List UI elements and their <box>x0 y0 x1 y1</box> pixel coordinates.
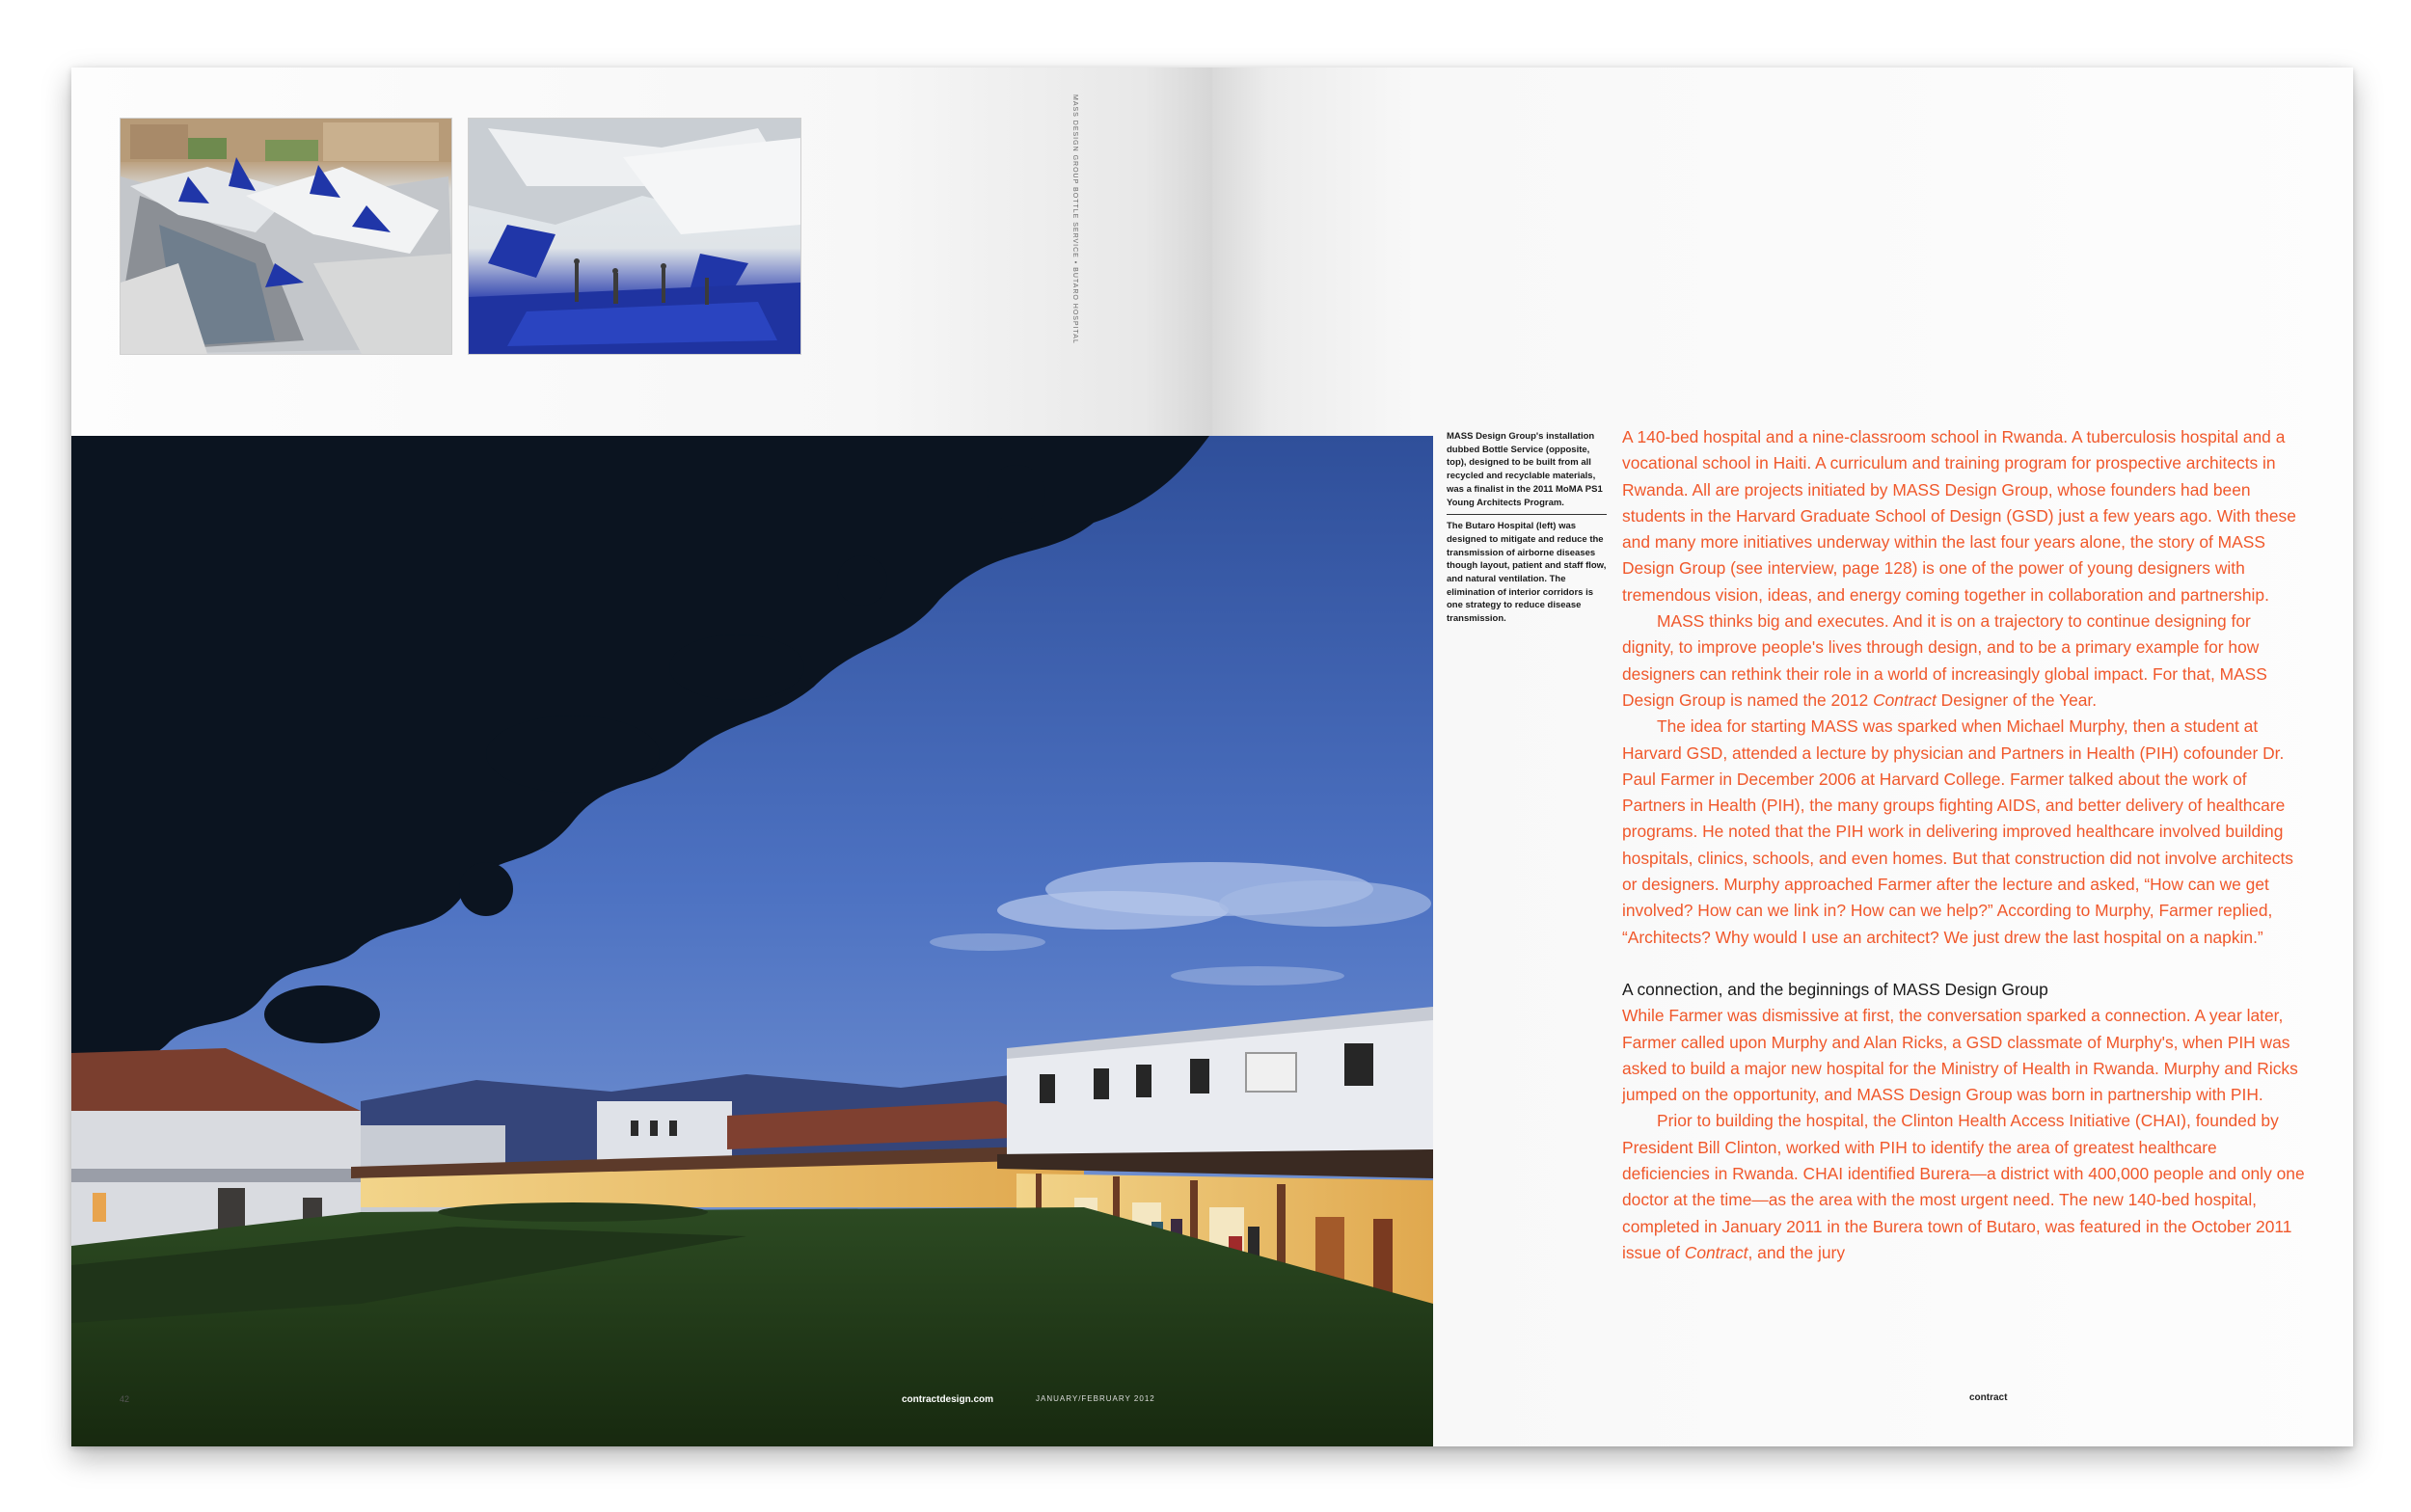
caption-divider <box>1447 514 1607 515</box>
left-page-number: 42 <box>120 1394 130 1404</box>
folio-website: contractdesign.com <box>902 1394 994 1405</box>
paragraph-4: While Farmer was dismissive at first, the conversation sparked a connection. A year later, Farmer called upon Murphy and Alan Ricks, a GSD classmate of Murphy's, when PIH was asked to build a major new hospital for the Ministry of Health in Rwanda. Murphy and Ricks jumped on the opportunity, and MASS Design Group was born in partnership with PIH. <box>1622 1006 2298 1105</box>
folio-brand: contract <box>1969 1392 2008 1403</box>
caption-bottle-service: MASS Design Group's installation dubbed Bottle Service (opposite, top), designed to be built from all recycled and recyclable materials, was a finalist in the 2011 MoMA PS1 Young Architects Program. <box>1447 431 1603 508</box>
spine-credit: MASS DESIGN GROUP BOTTLE SERVICE • BUTARO HOSPITAL <box>1071 94 1078 344</box>
butaro-hospital-photo <box>71 436 1433 1446</box>
article-body <box>1622 424 2307 1266</box>
paragraph-5: Prior to building the hospital, the Clinton Health Access Initiative (CHAI), founded by President Bill Clinton, worked with PIH to identify the area of greatest healthcare deficiencies in Rwanda. CHAI identified Burera—a district with 400,000 people and only one doctor at the time—as the area with the most urgent need. The new 140-bed hospital, completed in January 2011 in the Burera town of Butaro, was featured in the October 2011 issue of Contract, and the jury <box>1622 1111 2305 1262</box>
paragraph-3: The idea for starting MASS was sparked when Michael Murphy, then a student at Harvard GSD, attended a lecture by physician and Partners in Health (PIH) cofounder Dr. Paul Farmer in December 2006 at Harvard College. Farmer talked about the work of Partners in Health (PIH), the many groups fighting AIDS, and better delivery of healthcare programs. He noted that the PIH work in delivering improved healthcare involved building hospitals, clinics, schools, and even homes. But that construction did not involve architects or designers. Murphy approached Farmer after the lecture and asked, “How can we get involved? How can we link in? How can we help?” According to Murphy, Farmer replied, “Architects? Why would I use an architect? We just drew the last hospital on a napkin.” <box>1622 716 2293 947</box>
bottle-service-interior-photo <box>468 118 801 355</box>
paragraph-1: A 140-bed hospital and a nine-classroom school in Rwanda. A tuberculosis hospital and a vocational school in Haiti. A curriculum and training program for prospective architects in Rwanda. All are projects initiated by MASS Design Group, whose founders had been students in the Harvard Graduate School of Design (GSD) just a few years ago. With these and many more initiatives underway within the last four years alone, the story of MASS Design Group (see interview, page 128) is one of the power of young designers with tremendous vision, ideas, and energy coming together in collaboration and partnership. <box>1622 427 2296 605</box>
paragraph-2: MASS thinks big and executes. And it is on a trajectory to continue designing for dignity, to improve people's lives through design, and to be a primary example for how designers can rethink their role in a world of increasingly global impact. For that, MASS Design Group is named the 2012 Contract Designer of the Year. <box>1622 611 2267 710</box>
section-subhead: A connection, and the beginnings of MASS Design Group <box>1622 979 2048 999</box>
folio-date: JANUARY/FEBRUARY 2012 <box>1036 1394 1155 1403</box>
photo-captions <box>1447 430 1607 626</box>
caption-butaro-hospital: The Butaro Hospital (left) was designed to mitigate and reduce the transmission of airborne diseases though layout, patient and staff flow, and natural ventilation. The elimination of interior corridors is one strategy to reduce disease transmission. <box>1447 521 1607 625</box>
bottle-service-aerial-photo <box>120 118 452 355</box>
